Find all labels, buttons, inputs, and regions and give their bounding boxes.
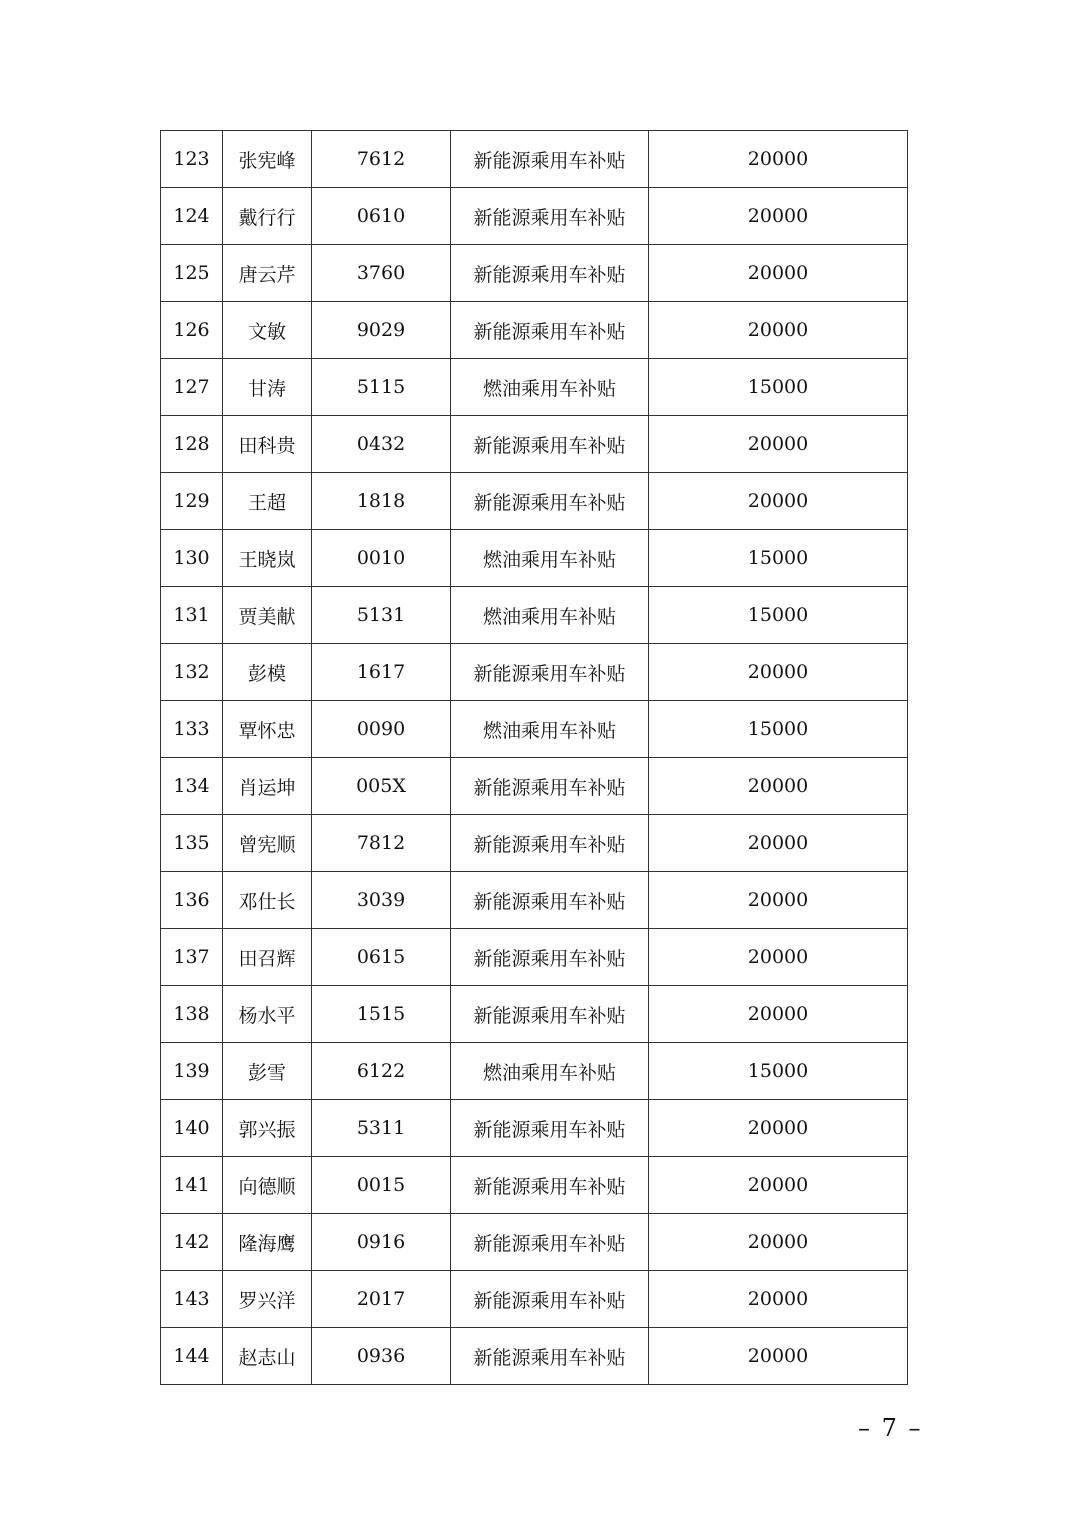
row-number-cell: 135 bbox=[161, 815, 223, 872]
id-tail-cell: 5311 bbox=[312, 1100, 451, 1157]
subsidy-type-cell: 燃油乘用车补贴 bbox=[451, 587, 649, 644]
name-cell: 肖运坤 bbox=[223, 758, 312, 815]
id-tail-cell: 0010 bbox=[312, 530, 451, 587]
amount-cell: 20000 bbox=[649, 986, 908, 1043]
table-body bbox=[161, 131, 908, 1385]
row-number-cell: 137 bbox=[161, 929, 223, 986]
name-cell: 贾美献 bbox=[223, 587, 312, 644]
row-number-cell: 126 bbox=[161, 302, 223, 359]
subsidy-type-cell: 新能源乘用车补贴 bbox=[451, 131, 649, 188]
name-cell: 文敏 bbox=[223, 302, 312, 359]
id-tail-cell: 0916 bbox=[312, 1214, 451, 1271]
id-tail-cell: 0015 bbox=[312, 1157, 451, 1214]
id-tail-cell: 3039 bbox=[312, 872, 451, 929]
id-tail-cell: 0432 bbox=[312, 416, 451, 473]
name-cell: 彭雪 bbox=[223, 1043, 312, 1100]
subsidy-type-cell: 新能源乘用车补贴 bbox=[451, 416, 649, 473]
table-row bbox=[161, 758, 908, 815]
name-cell: 赵志山 bbox=[223, 1328, 312, 1385]
subsidy-type-cell: 新能源乘用车补贴 bbox=[451, 929, 649, 986]
name-cell: 张宪峰 bbox=[223, 131, 312, 188]
id-tail-cell: 1617 bbox=[312, 644, 451, 701]
table-row bbox=[161, 644, 908, 701]
amount-cell: 20000 bbox=[649, 473, 908, 530]
table-row bbox=[161, 929, 908, 986]
row-number-cell: 133 bbox=[161, 701, 223, 758]
table-row bbox=[161, 530, 908, 587]
amount-cell: 20000 bbox=[649, 815, 908, 872]
row-number-cell: 125 bbox=[161, 245, 223, 302]
table-row bbox=[161, 416, 908, 473]
subsidy-table bbox=[160, 130, 908, 1385]
amount-cell: 20000 bbox=[649, 1100, 908, 1157]
table-row bbox=[161, 1100, 908, 1157]
table-row bbox=[161, 986, 908, 1043]
table-row bbox=[161, 302, 908, 359]
table-row bbox=[161, 359, 908, 416]
name-cell: 王晓岚 bbox=[223, 530, 312, 587]
table-row bbox=[161, 872, 908, 929]
amount-cell: 20000 bbox=[649, 188, 908, 245]
amount-cell: 20000 bbox=[649, 131, 908, 188]
amount-cell: 15000 bbox=[649, 359, 908, 416]
id-tail-cell: 6122 bbox=[312, 1043, 451, 1100]
subsidy-type-cell: 燃油乘用车补贴 bbox=[451, 701, 649, 758]
id-tail-cell: 0090 bbox=[312, 701, 451, 758]
name-cell: 彭模 bbox=[223, 644, 312, 701]
subsidy-type-cell: 新能源乘用车补贴 bbox=[451, 473, 649, 530]
id-tail-cell: 5131 bbox=[312, 587, 451, 644]
name-cell: 戴行行 bbox=[223, 188, 312, 245]
name-cell: 罗兴洋 bbox=[223, 1271, 312, 1328]
name-cell: 曾宪顺 bbox=[223, 815, 312, 872]
row-number-cell: 143 bbox=[161, 1271, 223, 1328]
amount-cell: 20000 bbox=[649, 644, 908, 701]
name-cell: 郭兴振 bbox=[223, 1100, 312, 1157]
amount-cell: 20000 bbox=[649, 302, 908, 359]
amount-cell: 20000 bbox=[649, 872, 908, 929]
amount-cell: 20000 bbox=[649, 1271, 908, 1328]
subsidy-type-cell: 新能源乘用车补贴 bbox=[451, 1271, 649, 1328]
row-number-cell: 132 bbox=[161, 644, 223, 701]
name-cell: 覃怀忠 bbox=[223, 701, 312, 758]
subsidy-type-cell: 燃油乘用车补贴 bbox=[451, 1043, 649, 1100]
subsidy-type-cell: 新能源乘用车补贴 bbox=[451, 872, 649, 929]
amount-cell: 20000 bbox=[649, 1328, 908, 1385]
row-number-cell: 127 bbox=[161, 359, 223, 416]
id-tail-cell: 005X bbox=[312, 758, 451, 815]
name-cell: 邓仕长 bbox=[223, 872, 312, 929]
id-tail-cell: 0610 bbox=[312, 188, 451, 245]
subsidy-type-cell: 燃油乘用车补贴 bbox=[451, 359, 649, 416]
id-tail-cell: 7612 bbox=[312, 131, 451, 188]
row-number-cell: 129 bbox=[161, 473, 223, 530]
table-row bbox=[161, 245, 908, 302]
id-tail-cell: 0936 bbox=[312, 1328, 451, 1385]
amount-cell: 20000 bbox=[649, 416, 908, 473]
table-row bbox=[161, 701, 908, 758]
table-row bbox=[161, 815, 908, 872]
subsidy-type-cell: 新能源乘用车补贴 bbox=[451, 1328, 649, 1385]
subsidy-type-cell: 燃油乘用车补贴 bbox=[451, 530, 649, 587]
id-tail-cell: 0615 bbox=[312, 929, 451, 986]
name-cell: 唐云芹 bbox=[223, 245, 312, 302]
subsidy-type-cell: 新能源乘用车补贴 bbox=[451, 188, 649, 245]
subsidy-type-cell: 新能源乘用车补贴 bbox=[451, 644, 649, 701]
id-tail-cell: 5115 bbox=[312, 359, 451, 416]
name-cell: 隆海鹰 bbox=[223, 1214, 312, 1271]
row-number-cell: 130 bbox=[161, 530, 223, 587]
id-tail-cell: 2017 bbox=[312, 1271, 451, 1328]
amount-cell: 15000 bbox=[649, 701, 908, 758]
name-cell: 田科贵 bbox=[223, 416, 312, 473]
amount-cell: 20000 bbox=[649, 1157, 908, 1214]
subsidy-type-cell: 新能源乘用车补贴 bbox=[451, 758, 649, 815]
subsidy-type-cell: 新能源乘用车补贴 bbox=[451, 1157, 649, 1214]
id-tail-cell: 1818 bbox=[312, 473, 451, 530]
table-row bbox=[161, 1157, 908, 1214]
subsidy-type-cell: 新能源乘用车补贴 bbox=[451, 815, 649, 872]
table-row bbox=[161, 1271, 908, 1328]
table-row bbox=[161, 587, 908, 644]
row-number-cell: 124 bbox=[161, 188, 223, 245]
table-row bbox=[161, 188, 908, 245]
name-cell: 田召辉 bbox=[223, 929, 312, 986]
row-number-cell: 123 bbox=[161, 131, 223, 188]
subsidy-type-cell: 新能源乘用车补贴 bbox=[451, 302, 649, 359]
id-tail-cell: 1515 bbox=[312, 986, 451, 1043]
row-number-cell: 144 bbox=[161, 1328, 223, 1385]
table-row bbox=[161, 1043, 908, 1100]
table-row bbox=[161, 1214, 908, 1271]
id-tail-cell: 9029 bbox=[312, 302, 451, 359]
id-tail-cell: 3760 bbox=[312, 245, 451, 302]
subsidy-type-cell: 新能源乘用车补贴 bbox=[451, 1214, 649, 1271]
row-number-cell: 138 bbox=[161, 986, 223, 1043]
amount-cell: 20000 bbox=[649, 758, 908, 815]
table-row bbox=[161, 1328, 908, 1385]
name-cell: 杨水平 bbox=[223, 986, 312, 1043]
table-row bbox=[161, 131, 908, 188]
amount-cell: 20000 bbox=[649, 929, 908, 986]
amount-cell: 15000 bbox=[649, 587, 908, 644]
subsidy-type-cell: 新能源乘用车补贴 bbox=[451, 245, 649, 302]
table-row bbox=[161, 473, 908, 530]
id-tail-cell: 7812 bbox=[312, 815, 451, 872]
row-number-cell: 142 bbox=[161, 1214, 223, 1271]
name-cell: 王超 bbox=[223, 473, 312, 530]
page-number: – 7 – bbox=[858, 1414, 923, 1442]
row-number-cell: 134 bbox=[161, 758, 223, 815]
amount-cell: 20000 bbox=[649, 245, 908, 302]
row-number-cell: 140 bbox=[161, 1100, 223, 1157]
row-number-cell: 131 bbox=[161, 587, 223, 644]
name-cell: 甘涛 bbox=[223, 359, 312, 416]
row-number-cell: 136 bbox=[161, 872, 223, 929]
subsidy-type-cell: 新能源乘用车补贴 bbox=[451, 986, 649, 1043]
subsidy-type-cell: 新能源乘用车补贴 bbox=[451, 1100, 649, 1157]
amount-cell: 15000 bbox=[649, 1043, 908, 1100]
row-number-cell: 128 bbox=[161, 416, 223, 473]
amount-cell: 20000 bbox=[649, 1214, 908, 1271]
row-number-cell: 139 bbox=[161, 1043, 223, 1100]
name-cell: 向德顺 bbox=[223, 1157, 312, 1214]
row-number-cell: 141 bbox=[161, 1157, 223, 1214]
amount-cell: 15000 bbox=[649, 530, 908, 587]
